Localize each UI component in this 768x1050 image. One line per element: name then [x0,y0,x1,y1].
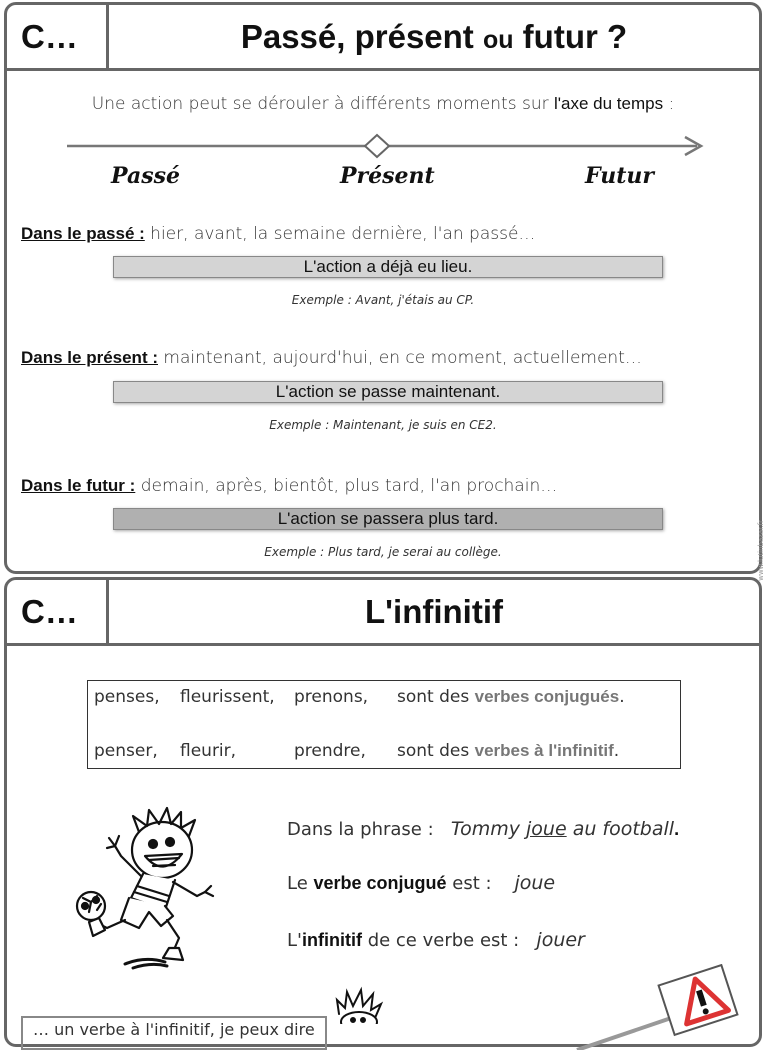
past-heading [21,224,535,244]
intro-text: Une action peut se dérouler à différents moments sur [91,94,554,114]
card-tenses [4,2,765,581]
timeline-future-label: Futur [585,163,654,189]
timeline-past-label: Passé [111,163,180,189]
boy-football-illustration [69,806,219,971]
verb-inf-1: penser, [94,741,158,761]
conj-statement [397,687,625,707]
title-part2: futur ? [513,18,628,55]
inf-line [287,929,585,951]
past-example: Exemple : Avant, j'étais au CP. [291,293,475,307]
inf-post: de ce verbe est : [361,930,520,951]
future-label: Dans le futur : [21,476,136,495]
present-heading [21,348,642,368]
phrase-b: au football [566,818,675,840]
future-rule-bar: L'action se passera plus tard. [113,508,663,530]
card-title: L'infinitif [365,593,503,630]
phrase-verb: joue [526,818,567,840]
past-label: Dans le passé : [21,224,145,243]
conj-bold: verbes conjugués [474,687,620,706]
phrase-label: Dans la phrase : [287,819,434,840]
verbs-table [87,680,681,769]
phrase-end: . [674,819,680,839]
warning-sign-illustration [567,964,747,1050]
inf-value: jouer [536,929,585,951]
conj-prefix: sont des [397,687,475,707]
conj-line [287,872,555,894]
past-rule-bar: L'action a déjà eu lieu. [113,256,663,278]
card-code: C… [7,5,109,68]
verb-conj-2: fleurissent, [180,687,275,707]
card-code: C… [7,580,109,643]
intro-end: : [663,94,675,114]
inf-bold: verbes à l'infinitif [474,741,614,760]
verb-conj-1: penses, [94,687,160,707]
inf-prefix: sont des [397,741,475,761]
title-ou: ou [482,26,514,54]
conj-value: joue [514,872,556,894]
card-header [7,580,759,646]
intro-line [7,94,759,114]
title-part1: Passé, présent [240,18,483,55]
thinking-kid-illustration [325,984,389,1024]
conj-bold-label: verbe conjugué [313,873,447,893]
present-words: maintenant, aujourd'hui, en ce moment, actuellement… [158,348,642,368]
timeline-arrow [65,133,710,163]
future-words: demain, après, bientôt, plus tard, l'an prochain… [135,476,558,496]
inf-end: . [613,741,620,761]
conj-end: . [619,687,625,707]
conj-pre: Le [287,873,314,894]
verb-conj-3: prenons, [294,687,369,707]
conj-post: est : [446,873,492,894]
past-words: hier, avant, la semaine dernière, l'an passé… [144,224,536,244]
card-header [7,5,759,71]
verb-inf-2: fleurir, [180,741,237,761]
phrase-a: Tommy [450,818,527,840]
phrase-line [287,818,679,840]
watermark: www.lutinbazar.fr [757,520,765,581]
verb-inf-3: prendre, [294,741,366,761]
present-label: Dans le présent : [21,348,158,367]
card-title [109,5,759,68]
present-example: Exemple : Maintenant, je suis en CE2. [269,418,497,432]
present-rule-bar: L'action se passe maintenant. [113,381,663,403]
future-heading [21,476,557,496]
bottom-rule-box: … un verbe à l'infinitif, je peux dire [21,1016,327,1050]
card-infinitive [4,577,762,1047]
future-example: Exemple : Plus tard, je serai au collège. [264,545,502,559]
inf-bold-label: infinitif [301,930,362,950]
present-marker [365,135,389,157]
inf-pre: L' [287,930,302,951]
intro-bold: l'axe du temps [554,94,664,113]
timeline-present-label: Présent [340,163,435,189]
inf-statement [397,741,619,761]
